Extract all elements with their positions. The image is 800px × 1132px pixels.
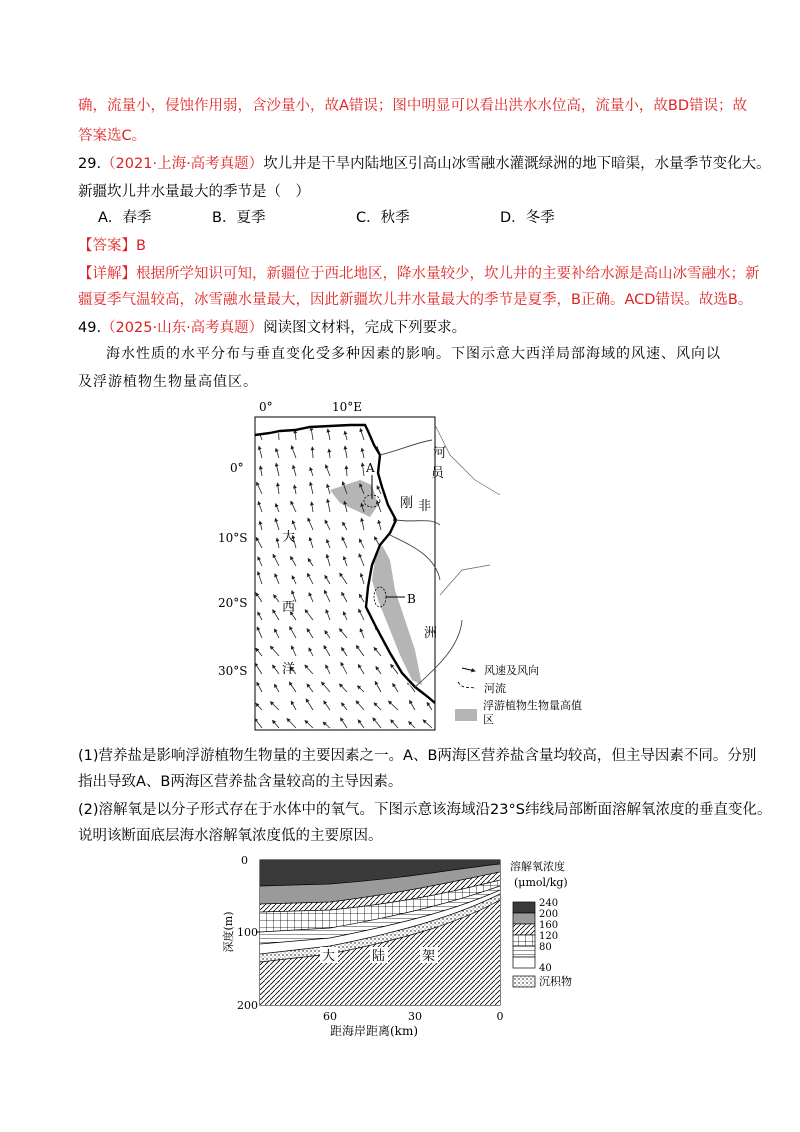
wind-arrow <box>256 538 262 549</box>
wind-arrow <box>257 627 262 638</box>
wind-arrow <box>362 448 364 458</box>
wind-arrow <box>258 502 262 512</box>
land-char-zhou: 洲 <box>424 626 438 641</box>
wind-arrow <box>256 703 262 710</box>
wind-arrow <box>346 466 347 476</box>
detail-label: 【详解】 <box>78 266 136 282</box>
wind-arrow <box>276 504 279 512</box>
wind-arrow <box>260 521 262 530</box>
wind-arrow <box>308 518 313 530</box>
wind-arrow <box>342 648 348 656</box>
wind-arrow <box>376 667 381 674</box>
answer-label: 【答案】 <box>78 238 136 254</box>
wind-arrow <box>311 427 313 440</box>
wind-arrow <box>290 627 296 638</box>
wind-arrow <box>291 557 297 567</box>
legend-200: 200 <box>539 909 559 920</box>
section-xlabel: 距海岸距离(km) <box>330 1024 419 1038</box>
wind-arrow <box>377 486 381 494</box>
point-a: A <box>366 461 375 475</box>
wind-arrow <box>273 554 279 566</box>
q29-stem-line-2: 新疆坎儿井水量最大的季节是（ ） <box>78 184 310 200</box>
wind-arrow <box>324 701 330 710</box>
wind-arrow <box>294 485 296 494</box>
wind-arrow <box>291 446 296 458</box>
q29-stem-line-1 <box>78 154 771 174</box>
legend-sediment: 沉积物 <box>539 975 572 988</box>
wind-arrow <box>293 521 297 530</box>
wind-arrow <box>274 595 279 602</box>
ocean-char-1: 大 <box>282 530 296 545</box>
q49-sub2-line-1: (2)溶解氧是以分子形式存在于水体中的氧气。下图示意该海域沿23°S纬线局部断面溶解氧浓度的垂直变化。 <box>78 802 772 818</box>
wind-arrow <box>307 573 313 584</box>
section-ylabel: 深度(m) <box>222 911 235 953</box>
lat-label-0: 0° <box>230 461 244 475</box>
explanation-line-2: 答案选C。 <box>78 128 147 144</box>
atlantic-wind-map <box>200 395 600 740</box>
wind-arrow <box>308 559 313 567</box>
wind-arrow <box>340 629 348 638</box>
wind-arrow <box>360 629 364 638</box>
wind-arrow <box>359 609 364 620</box>
land-char-gang: 刚 <box>400 496 414 511</box>
wind-arrow <box>356 646 364 657</box>
wind-arrow <box>325 631 330 638</box>
wind-arrow <box>305 665 313 674</box>
wind-arrow <box>343 612 347 620</box>
section-legend <box>510 859 572 988</box>
wind-arrow <box>277 538 279 548</box>
lat-label-30s: 30°S <box>218 664 248 678</box>
lat-label-10s: 10°S <box>218 531 248 545</box>
wind-arrow <box>427 702 432 710</box>
wind-arrow <box>428 592 432 602</box>
wind-arrow <box>278 483 280 494</box>
land-char-fei: 非 <box>418 499 432 514</box>
wind-arrow <box>431 446 432 458</box>
wind-arrow <box>376 611 381 620</box>
wind-arrow <box>295 430 296 440</box>
wind-arrow <box>423 720 432 728</box>
q49-material: 海水性质的水平分布与垂直变化受多种因素的影响。下图示意大西洋局部海域的风速、风向以及浮游植物生物量高值区。 <box>78 346 721 390</box>
wind-arrow <box>273 610 279 620</box>
y-tick-0: 0 <box>241 854 248 867</box>
shelf-char-2: 陆 <box>372 949 386 964</box>
wind-arrow <box>356 701 364 710</box>
wind-arrow <box>327 555 330 567</box>
shelf-char-1: 大 <box>322 949 336 964</box>
q49-number: 49. <box>78 320 102 336</box>
wind-arrow <box>325 575 330 584</box>
q29-option-c: C．秋季 <box>356 210 410 226</box>
wind-arrow <box>328 429 330 440</box>
wind-arrow <box>358 686 365 692</box>
wind-arrow <box>276 449 279 459</box>
wind-arrow <box>394 448 398 458</box>
legend-80: 80 <box>539 942 552 953</box>
wind-arrow <box>310 538 313 549</box>
wind-arrow <box>373 718 381 728</box>
wind-arrow <box>341 718 348 728</box>
q49-stem: 49.（2025·山东·高考真题）阅读图文材料，完成下列要求。 <box>78 320 467 336</box>
wind-arrow <box>412 465 416 477</box>
legend-river: 河流 <box>484 682 506 695</box>
wind-arrow <box>345 431 347 440</box>
wind-arrow <box>389 701 399 710</box>
lon-label-0: 0° <box>259 400 273 414</box>
wind-arrow <box>312 502 314 512</box>
legend-wind: 风速及风向 <box>484 664 539 677</box>
q29-stem: 坎儿井是干旱内陆地区引高山冰雪融水灌溉绿洲的地下暗渠，水量季节变化大。 <box>263 156 771 172</box>
ocean-char-2: 西 <box>282 600 296 615</box>
wind-arrow <box>309 593 313 602</box>
wind-arrow <box>375 682 381 693</box>
q49-source: （2025·山东·高考真题） <box>101 320 264 336</box>
wind-arrow <box>342 537 347 548</box>
q29-number: 29. <box>78 156 102 172</box>
wind-arrow <box>259 446 262 458</box>
wind-arrow <box>292 646 297 656</box>
q29-options <box>98 208 555 228</box>
wind-arrow <box>342 703 348 710</box>
wind-arrow <box>327 540 330 548</box>
wind-arrow <box>323 722 330 728</box>
legend-plankton-swatch <box>455 709 477 721</box>
wind-arrow <box>306 699 313 710</box>
wind-arrow <box>255 663 262 674</box>
x-tick-60: 60 <box>323 1010 337 1023</box>
wind-arrow <box>310 482 313 494</box>
lon-label-10e: 10°E <box>332 400 363 414</box>
q29-detail-line-2: 疆夏季气温较高，冰雪融水量最大，因此新疆坎儿井水量最大的季节是夏季，B正确。ACD错误。故选B。 <box>78 292 753 308</box>
wind-arrow <box>362 463 364 476</box>
q29-option-b: B．夏季 <box>212 210 266 226</box>
wind-arrow <box>394 503 398 512</box>
wind-arrow <box>258 612 262 620</box>
wind-arrow <box>257 482 262 494</box>
q49-sub1-line-2: 指出导致A、B两海区营养盐含量较高的主导因素。 <box>78 774 403 790</box>
wind-arrow <box>344 557 347 567</box>
legend-sediment-swatch <box>513 976 535 987</box>
wind-arrow <box>358 665 364 674</box>
wind-arrow <box>413 484 415 494</box>
legend-160: 160 <box>539 920 559 931</box>
y-tick-200: 200 <box>237 999 258 1012</box>
wind-arrow <box>343 522 347 530</box>
legend-plankton: 浮游植物生物量高值区 <box>483 699 582 726</box>
x-tick-0: 0 <box>496 1010 504 1023</box>
wind-arrow <box>293 465 296 476</box>
y-tick-100: 100 <box>237 926 258 939</box>
dissolved-oxygen-section <box>210 850 610 1025</box>
wind-arrow <box>258 557 262 566</box>
wind-arrow <box>341 663 347 675</box>
wind-arrow <box>307 629 313 638</box>
wind-arrow <box>359 554 364 566</box>
map-legend <box>455 663 593 739</box>
q29-detail-line-1: 【详解】根据所学知识可知，新疆位于西北地区，降水量较少，坎儿井的主要补给水源是高山冰雪融水；新 <box>78 266 760 282</box>
wind-arrow <box>430 431 432 440</box>
q29-answer <box>78 236 146 256</box>
land-char-yuan: 员 <box>431 466 445 481</box>
answer-value: B <box>136 238 146 254</box>
wind-arrow <box>360 429 364 440</box>
wind-arrow <box>393 684 398 693</box>
explanation-line-1: 确，流量小，侵蚀作用弱，含沙量小，故A错误；图中明显可以看出洪水水位高，流量小，故BD错误；故 <box>78 98 748 114</box>
wind-arrow <box>289 682 296 692</box>
wind-arrow <box>429 481 432 494</box>
wind-arrow <box>276 463 279 476</box>
wind-arrow <box>427 647 432 656</box>
wind-arrow <box>327 499 330 512</box>
lat-label-20s: 20°S <box>218 596 248 610</box>
wind-arrow <box>425 683 432 692</box>
wind-arrow <box>359 594 364 602</box>
wind-arrow <box>256 593 262 602</box>
wind-arrow <box>312 447 313 458</box>
wind-arrow <box>291 701 296 710</box>
wind-arrow <box>257 682 262 692</box>
wind-arrow <box>273 665 280 674</box>
wind-arrow <box>340 684 348 692</box>
wind-arrow <box>259 432 262 441</box>
wind-arrow <box>260 466 262 476</box>
legend-240: 240 <box>539 898 559 909</box>
wind-arrow <box>273 720 280 728</box>
wind-arrow <box>426 613 432 620</box>
wind-arrow <box>428 537 432 548</box>
wind-arrow <box>409 722 415 728</box>
wind-arrow <box>378 520 381 530</box>
wind-arrow <box>305 721 313 729</box>
wind-arrow <box>377 501 381 512</box>
wind-arrow <box>327 484 330 494</box>
wind-arrow <box>412 450 415 458</box>
wind-arrow <box>342 592 347 602</box>
wind-arrow <box>307 684 313 692</box>
wind-arrow <box>275 574 279 584</box>
wind-arrow <box>275 629 280 638</box>
wind-arrow <box>409 556 415 566</box>
wind-arrow <box>392 649 398 656</box>
wind-arrow <box>278 428 279 440</box>
wind-arrow <box>410 630 415 638</box>
wind-arrow <box>305 610 313 620</box>
wind-arrow <box>374 648 381 657</box>
legend-unit: (μmol/kg) <box>514 876 568 889</box>
q49-sub1-line-1: (1)营养盐是影响浮游植物生物量的主要因素之一。A、B两海区营养盐含量均较高，但主导因素不同。分别 <box>78 748 757 764</box>
wind-arrow <box>270 702 279 710</box>
legend-title: 溶解氧浓度 <box>510 860 565 873</box>
wind-arrow <box>324 590 330 602</box>
wind-arrow <box>345 446 347 458</box>
wind-arrow <box>324 646 330 656</box>
wind-arrow <box>326 610 330 620</box>
legend-120: 120 <box>539 931 559 942</box>
wind-arrow <box>414 429 415 440</box>
q49-sub2-line-2: 说明该断面底层海水溶解氧浓度低的主要原因。 <box>78 828 383 844</box>
wind-arrow <box>394 558 398 566</box>
wind-arrow <box>361 574 364 585</box>
wind-arrow <box>410 701 416 711</box>
river <box>380 440 462 687</box>
q29-option-a: A．春季 <box>98 210 152 226</box>
wind-arrow <box>326 665 330 674</box>
wind-arrow <box>287 719 296 728</box>
wind-arrow <box>256 648 262 656</box>
wind-arrow <box>310 468 313 477</box>
wind-arrow <box>393 573 398 584</box>
point-b: B <box>407 592 416 606</box>
wind-arrow <box>397 427 398 440</box>
ocean-char-3: 洋 <box>282 662 296 677</box>
shelf-char-3: 架 <box>422 949 436 964</box>
wind-arrow <box>329 449 330 458</box>
wind-arrow <box>258 572 262 584</box>
wind-arrow <box>322 682 330 692</box>
wind-arrow <box>275 519 279 531</box>
wind-arrow <box>374 703 381 710</box>
wind-arrow <box>358 720 364 728</box>
wind-arrow <box>309 648 313 656</box>
q29-source: （2021·上海·高考真题） <box>101 156 264 172</box>
wind-arrow <box>396 467 398 476</box>
wind-arrow <box>325 520 330 530</box>
wind-arrow <box>270 646 279 656</box>
wind-arrow <box>274 684 279 692</box>
land-char-he: 河 <box>433 446 447 461</box>
wind-arrow <box>411 520 415 530</box>
wind-arrow <box>291 501 296 512</box>
wind-arrow <box>292 576 296 584</box>
wind-arrow <box>428 522 432 530</box>
wind-arrow <box>326 465 330 476</box>
wind-arrows <box>255 427 432 728</box>
wind-arrow <box>340 573 347 584</box>
wind-arrow <box>391 720 398 728</box>
wind-arrow <box>361 518 364 530</box>
wind-arrow <box>426 573 432 584</box>
wind-arrow <box>409 611 415 620</box>
wind-arrow <box>255 719 262 729</box>
q29-option-d: D．冬季 <box>500 210 555 226</box>
x-tick-30: 30 <box>408 1010 422 1023</box>
legend-40: 40 <box>539 963 552 974</box>
wind-arrow <box>396 482 398 494</box>
wind-arrow <box>411 575 415 584</box>
wind-arrow <box>359 539 364 548</box>
